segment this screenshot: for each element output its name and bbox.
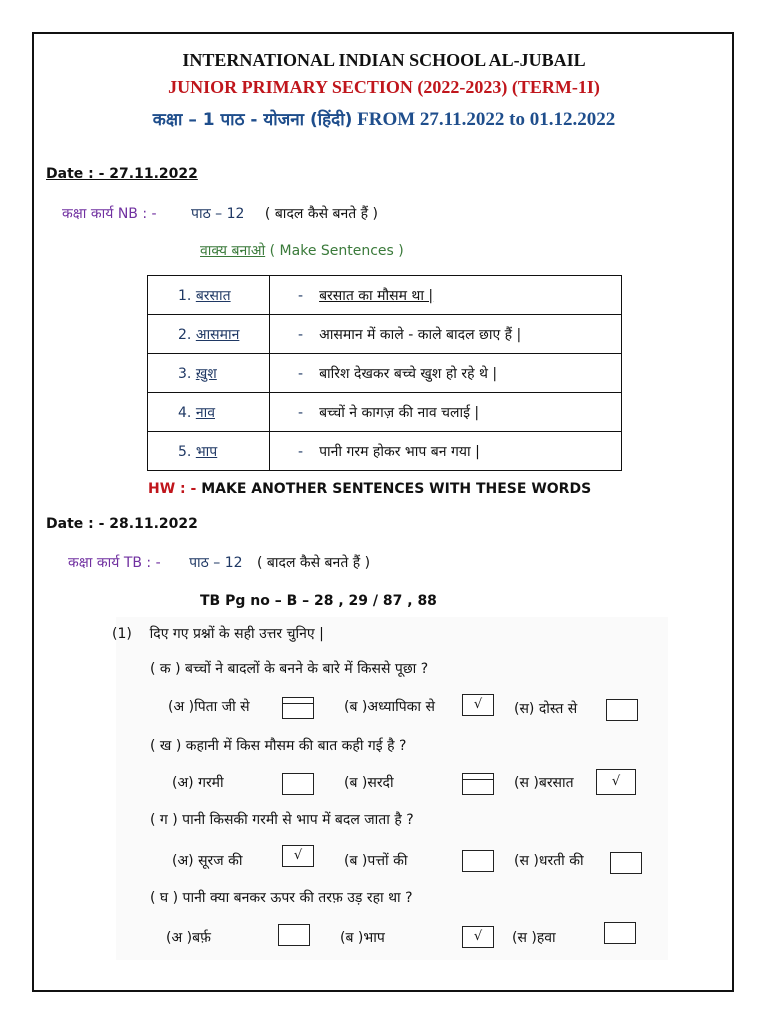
row-dash: - — [298, 326, 304, 343]
row-word: बरसात — [195, 287, 231, 304]
school-name: INTERNATIONAL INDIAN SCHOOL AL-JUBAIL — [182, 50, 586, 70]
lesson-title: ( बादल कैसे बनते हैं ) — [256, 555, 371, 571]
option-label: (स )बरसात — [514, 775, 574, 791]
answer-box: √ — [282, 845, 314, 867]
row-sentence: बच्चों ने कागज़ की नाव चलाई | — [319, 404, 480, 421]
row-word: नाव — [195, 404, 215, 421]
lesson-number: पाठ – 12 — [191, 206, 245, 222]
table-row — [148, 393, 622, 432]
plan-title — [0, 107, 768, 131]
option-label: (अ) सूरज की — [172, 853, 243, 869]
row-sentence: आसमान में काले - काले बादल छाए हैं | — [319, 326, 522, 343]
table-row — [148, 276, 622, 315]
row-dash: - — [298, 404, 304, 421]
row-word: आसमान — [195, 326, 240, 343]
classwork-label: कक्षा कार्य NB : - — [62, 206, 157, 222]
question-ka: ( क ) बच्चों ने बादलों के बनने के बारे में किससे पूछा ? — [150, 661, 429, 677]
answer-box: √ — [596, 769, 636, 795]
answer-box — [282, 697, 314, 719]
classwork-day2 — [68, 553, 370, 572]
activity-english: ( Make Sentences ) — [269, 243, 404, 259]
option-label: (अ )बर्फ़ — [166, 930, 211, 946]
answer-box — [278, 924, 310, 946]
row-word: भाप — [195, 443, 218, 460]
section-title: JUNIOR PRIMARY SECTION (2022-2023) (TERM-1I) — [168, 77, 600, 97]
option-label: (स) दोस्त से — [514, 701, 578, 717]
answer-box — [610, 852, 642, 874]
answer-box — [462, 773, 494, 795]
table-row — [148, 432, 622, 471]
option-label: (ब )पत्तों की — [344, 853, 408, 869]
row-sentence: बारिश देखकर बच्चे खुश हो रहे थे | — [319, 365, 498, 382]
row-word: ख़ुश — [195, 365, 217, 382]
plan-title-hindi: कक्षा – 1 पाठ - योजना (हिंदी) — [152, 110, 353, 130]
classwork-day1 — [62, 204, 378, 223]
date-day2: Date : - 28.11.2022 — [46, 516, 198, 532]
lesson-title: ( बादल कैसे बनते हैं ) — [264, 206, 379, 222]
date-day1-text: Date : - 27.11.2022 — [46, 166, 198, 182]
row-dash: - — [298, 443, 304, 460]
row-number: 2. — [178, 326, 192, 343]
option-label: (ब )सरदी — [344, 775, 394, 791]
row-sentence: बरसात का मौसम था | — [319, 287, 434, 304]
option-label: (ब )भाप — [340, 930, 385, 946]
textbook-pages: TB Pg no – B – 28 , 29 / 87 , 88 — [200, 593, 437, 609]
option-label: (स )हवा — [512, 930, 556, 946]
option-label: (ब )अध्यापिका से — [344, 699, 435, 715]
answer-box — [462, 850, 494, 872]
question-kha: ( ख ) कहानी में किस मौसम की बात कही गई है ? — [150, 738, 407, 754]
exercise-title: (1) दिए गए प्रश्नों के सही उत्तर चुनिए | — [112, 626, 324, 642]
question-ga: ( ग ) पानी किसकी गरमी से भाप में बदल जाता है ? — [150, 812, 414, 828]
row-dash: - — [298, 365, 304, 382]
activity-hindi: वाक्य बनाओ — [200, 243, 266, 259]
sentences-table — [147, 275, 622, 471]
row-sentence: पानी गरम होकर भाप बन गया | — [319, 443, 480, 460]
row-number: 3. — [178, 365, 192, 382]
answer-box: √ — [462, 694, 494, 716]
question-gha: ( घ ) पानी क्या बनकर ऊपर की तरफ़ उड़ रहा था ? — [150, 890, 413, 906]
row-number: 5. — [178, 443, 192, 460]
homework-text: MAKE ANOTHER SENTENCES WITH THESE WORDS — [201, 481, 592, 497]
date-day1 — [46, 166, 198, 182]
row-number: 4. — [178, 404, 192, 421]
homework-line — [148, 481, 591, 497]
table-row — [148, 315, 622, 354]
row-number: 1. — [178, 287, 192, 304]
plan-title-dates: FROM 27.11.2022 to 01.12.2022 — [357, 109, 616, 130]
option-label: (अ) गरमी — [172, 775, 224, 791]
row-dash: - — [298, 287, 304, 304]
answer-box: √ — [462, 926, 494, 948]
answer-box — [606, 699, 638, 721]
classwork-label: कक्षा कार्य TB : - — [68, 555, 161, 571]
homework-label: HW : - — [148, 481, 197, 497]
activity-title — [200, 241, 404, 260]
answer-box — [604, 922, 636, 944]
option-label: (स )धरती की — [514, 853, 584, 869]
table-row — [148, 354, 622, 393]
lesson-number: पाठ – 12 — [189, 555, 243, 571]
answer-box — [282, 773, 314, 795]
option-label: (अ )पिता जी से — [168, 699, 250, 715]
